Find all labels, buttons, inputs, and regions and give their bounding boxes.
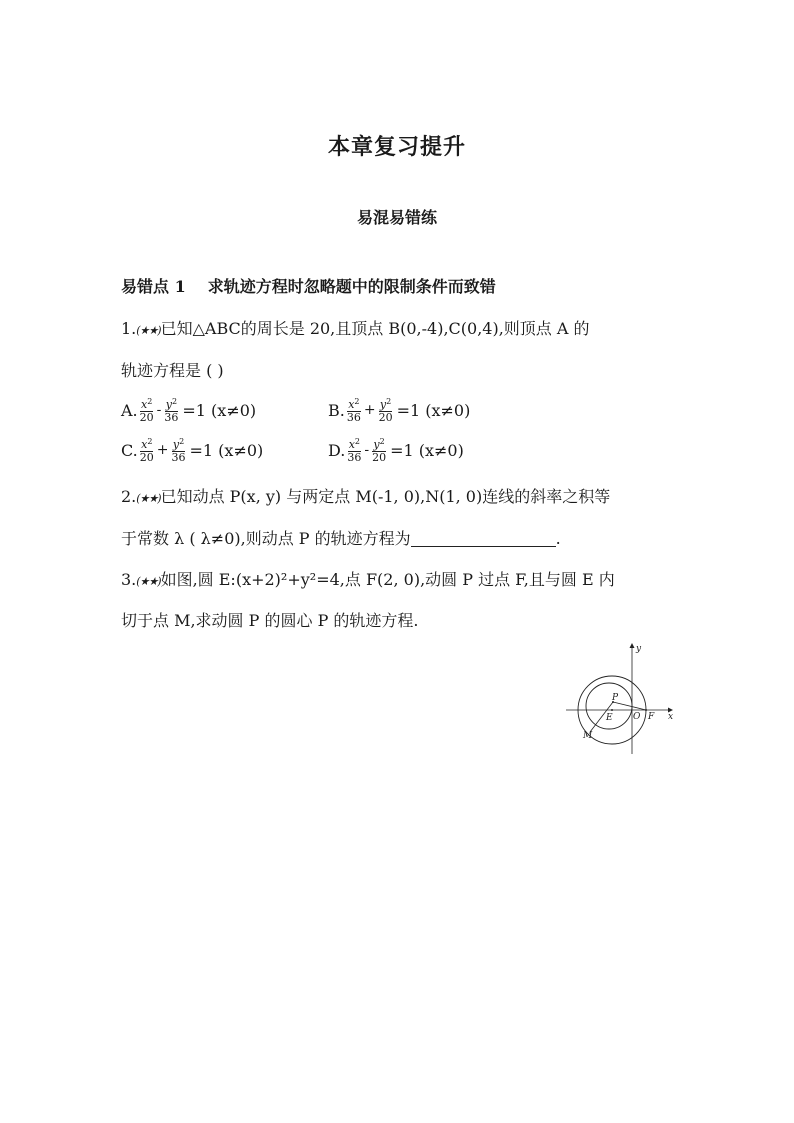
circle-figure [562, 640, 682, 762]
q2-line2 [121, 526, 561, 549]
option-d-op: - [364, 442, 370, 458]
q3-difficulty-icon: (★★) [136, 575, 161, 588]
q2-number: 2. [121, 487, 137, 506]
q2-difficulty-icon: (★★) [136, 492, 161, 505]
option-a-label: A. [121, 400, 138, 420]
label-o: O [633, 712, 641, 722]
option-d-tail: =1 (x≠0) [390, 440, 464, 460]
q3-text-2: 切于点 M,求动圆 P 的圆心 P 的轨迹方程. [121, 611, 419, 630]
q3-line2 [121, 608, 419, 631]
q1-line2 [121, 358, 224, 381]
option-b-label: B. [328, 400, 345, 420]
q3-text-1: 如图,圆 E:(x+2)²+y²=4,点 F(2, 0),动圆 P 过点 F,且与圆 E 内 [160, 570, 615, 589]
option-a-frac2: $\frac{y^2}{36}$ [164, 397, 179, 424]
option-a-tail: =1 (x≠0) [182, 400, 257, 420]
label-m: M [583, 731, 593, 741]
label-y: y [636, 644, 642, 654]
circle-diagram [562, 640, 682, 758]
segment-pf [613, 702, 646, 710]
option-a-op: - [156, 402, 162, 418]
option-c-label: C. [121, 440, 138, 460]
q2-text-2: 于常数 λ ( λ≠0),则动点 P 的轨迹方程为 [121, 529, 411, 548]
q3-line1 [121, 567, 615, 590]
option-c-frac2: $\frac{y^2}{36}$ [171, 437, 186, 464]
q1-number: 1. [121, 319, 137, 338]
q2-text-1: 已知动点 P(x, y) 与两定点 M(-1, 0),N(1, 0)连线的斜率之积等 [160, 487, 611, 506]
q1-option-a[interactable] [121, 396, 256, 424]
label-f: F [648, 712, 655, 722]
page-subtitle: 易混易错练 [356, 208, 437, 227]
option-b-tail: =1 (x≠0) [396, 400, 471, 420]
q1-text-2: 轨迹方程是 ( ) [121, 361, 224, 380]
label-p: P [612, 693, 619, 703]
option-d-frac2: $\frac{y^2}{20}$ [372, 437, 387, 464]
page-title: 本章复习提升 [327, 134, 466, 160]
option-c-tail: =1 (x≠0) [189, 440, 264, 460]
point-f [645, 709, 647, 711]
q2-text-end: . [555, 529, 561, 548]
option-c-frac1: $\frac{x^2}{20}$ [139, 437, 154, 464]
q1-line1 [121, 316, 590, 339]
q3-number: 3. [121, 570, 137, 589]
section-label: 易错点 1 [121, 277, 186, 296]
q2-answer-blank[interactable] [411, 530, 556, 547]
q1-text-1: 已知△ABC的周长是 20,且顶点 B(0,-4),C(0,4),则顶点 A 的 [160, 319, 590, 338]
option-d-label: D. [328, 440, 346, 460]
q1-option-b[interactable] [328, 396, 470, 424]
section-heading [121, 274, 496, 297]
option-b-frac2: $\frac{y^2}{20}$ [378, 397, 393, 424]
section-text: 求轨迹方程时忽略题中的限制条件而致错 [207, 277, 496, 296]
q1-option-c[interactable] [121, 436, 263, 464]
q1-difficulty-icon: (★★) [136, 324, 161, 337]
option-b-frac1: $\frac{x^2}{36}$ [346, 397, 361, 424]
point-e [611, 709, 613, 711]
option-c-op: + [156, 442, 169, 458]
y-axis-arrow [630, 643, 635, 648]
q1-option-d[interactable] [328, 436, 464, 464]
option-b-op: + [363, 402, 376, 418]
q2-line1 [121, 484, 610, 507]
option-a-frac1: $\frac{x^2}{20}$ [139, 397, 154, 424]
label-x: x [668, 712, 674, 722]
label-e: E [606, 713, 613, 723]
option-d-frac1: $\frac{x^2}{36}$ [347, 437, 362, 464]
